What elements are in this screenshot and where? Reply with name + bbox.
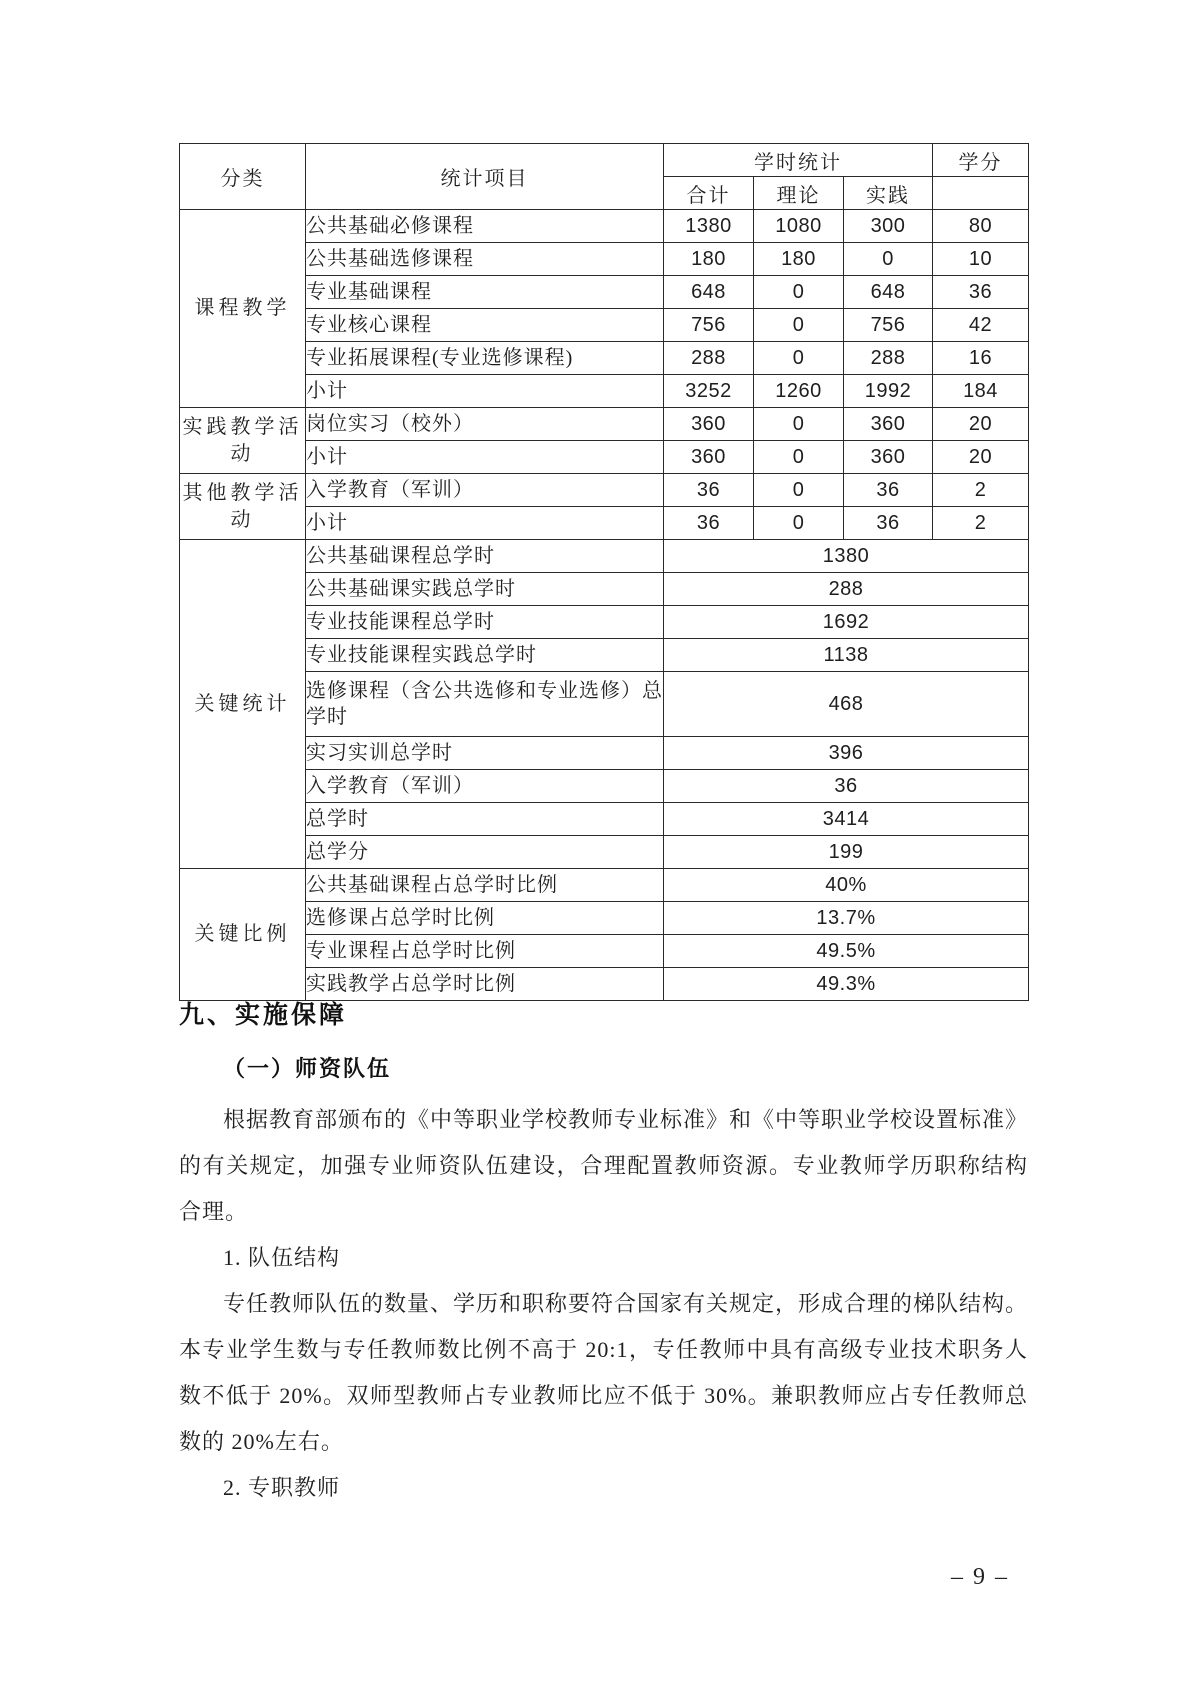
header-practice: 实践	[844, 177, 933, 210]
value-cell: 36	[664, 770, 1029, 803]
value-cell: 1380	[664, 540, 1029, 573]
table-row	[180, 737, 1029, 770]
header-category: 分类	[180, 144, 306, 210]
item-cell: 专业基础课程	[306, 276, 664, 309]
item-cell: 公共基础课程占总学时比例	[306, 869, 664, 902]
credits-cell: 10	[933, 243, 1029, 276]
item-cell: 小计	[306, 375, 664, 408]
total-cell: 288	[664, 342, 754, 375]
item-cell: 公共基础必修课程	[306, 210, 664, 243]
theory-cell: 0	[754, 408, 844, 441]
practice-cell: 360	[844, 408, 933, 441]
value-cell: 199	[664, 836, 1029, 869]
total-cell: 180	[664, 243, 754, 276]
total-cell: 648	[664, 276, 754, 309]
practice-cell: 36	[844, 507, 933, 540]
table-row	[180, 606, 1029, 639]
table-row	[180, 573, 1029, 606]
theory-cell: 0	[754, 342, 844, 375]
theory-cell: 0	[754, 309, 844, 342]
item-cell: 实践教学占总学时比例	[306, 968, 664, 1001]
value-cell: 49.3%	[664, 968, 1029, 1001]
table-row	[180, 243, 1029, 276]
table-row	[180, 639, 1029, 672]
item-cell: 总学时	[306, 803, 664, 836]
item-cell: 选修课程（含公共选修和专业选修）总学时	[306, 672, 664, 737]
table-row	[180, 375, 1029, 408]
section-heading: 九、实施保障	[179, 1001, 348, 1029]
value-cell: 3414	[664, 803, 1029, 836]
header-total: 合计	[664, 177, 754, 210]
total-cell: 360	[664, 441, 754, 474]
header-credits-empty	[933, 177, 1029, 210]
total-cell: 360	[664, 408, 754, 441]
item-cell: 公共基础选修课程	[306, 243, 664, 276]
credits-cell: 80	[933, 210, 1029, 243]
practice-cell: 756	[844, 309, 933, 342]
table-row	[180, 540, 1029, 573]
value-cell: 40%	[664, 869, 1029, 902]
total-cell: 756	[664, 309, 754, 342]
table-row	[180, 803, 1029, 836]
theory-cell: 0	[754, 474, 844, 507]
value-cell: 13.7%	[664, 902, 1029, 935]
item-cell: 岗位实习（校外）	[306, 408, 664, 441]
category-cell: 实践教学活动	[180, 408, 306, 474]
practice-cell: 648	[844, 276, 933, 309]
table-row	[180, 441, 1029, 474]
text-content	[179, 980, 1028, 1511]
table-row	[180, 902, 1029, 935]
header-hours-group: 学时统计	[664, 144, 933, 177]
item-cell: 小计	[306, 507, 664, 540]
table-row	[180, 507, 1029, 540]
theory-cell: 180	[754, 243, 844, 276]
statistics-table-body	[180, 210, 1029, 1001]
item-cell: 总学分	[306, 836, 664, 869]
table-header-row-1	[180, 144, 1029, 177]
item-cell: 实习实训总学时	[306, 737, 664, 770]
total-cell: 36	[664, 474, 754, 507]
item-cell: 小计	[306, 441, 664, 474]
sub-heading: （一）师资队伍	[223, 1056, 392, 1081]
practice-cell: 360	[844, 441, 933, 474]
total-cell: 3252	[664, 375, 754, 408]
item-cell: 专业技能课程总学时	[306, 606, 664, 639]
credits-cell: 2	[933, 507, 1029, 540]
paragraph-2: 专任教师队伍的数量、学历和职称要符合国家有关规定，形成合理的梯队结构。本专业学生数与专任教师数比例不高于 20:1，专任教师中具有高级专业技术职务人数不低于 20%。双师型教师占专业教师比应不低于 30%。兼职教师应占专任教师总数的 20%左右。	[179, 1291, 1029, 1454]
credits-cell: 2	[933, 474, 1029, 507]
category-cell: 课程教学	[180, 210, 306, 408]
table-row	[180, 408, 1029, 441]
value-cell: 1138	[664, 639, 1029, 672]
theory-cell: 1080	[754, 210, 844, 243]
category-cell: 关键比例	[180, 869, 306, 1001]
table-row	[180, 276, 1029, 309]
table-row	[180, 869, 1029, 902]
theory-cell: 0	[754, 507, 844, 540]
list-item-1: 1. 队伍结构	[223, 1245, 341, 1270]
item-cell: 入学教育（军训）	[306, 474, 664, 507]
credits-cell: 42	[933, 309, 1029, 342]
value-cell: 288	[664, 573, 1029, 606]
credits-cell: 16	[933, 342, 1029, 375]
table-row	[180, 770, 1029, 803]
theory-cell: 1260	[754, 375, 844, 408]
category-cell: 其他教学活动	[180, 474, 306, 540]
value-cell: 396	[664, 737, 1029, 770]
item-cell: 专业技能课程实践总学时	[306, 639, 664, 672]
table-row	[180, 935, 1029, 968]
item-cell: 专业拓展课程(专业选修课程)	[306, 342, 664, 375]
total-cell: 36	[664, 507, 754, 540]
practice-cell: 1992	[844, 375, 933, 408]
header-item: 统计项目	[306, 144, 664, 210]
category-cell: 关键统计	[180, 540, 306, 869]
credits-cell: 20	[933, 408, 1029, 441]
table-row	[180, 672, 1029, 737]
total-cell: 1380	[664, 210, 754, 243]
item-cell: 入学教育（军训）	[306, 770, 664, 803]
header-theory: 理论	[754, 177, 844, 210]
item-cell: 公共基础课实践总学时	[306, 573, 664, 606]
item-cell: 专业课程占总学时比例	[306, 935, 664, 968]
table-row	[180, 474, 1029, 507]
table-row	[180, 210, 1029, 243]
credits-cell: 184	[933, 375, 1029, 408]
credits-cell: 20	[933, 441, 1029, 474]
value-cell: 1692	[664, 606, 1029, 639]
practice-cell: 0	[844, 243, 933, 276]
credits-cell: 36	[933, 276, 1029, 309]
theory-cell: 0	[754, 441, 844, 474]
value-cell: 49.5%	[664, 935, 1029, 968]
item-cell: 选修课占总学时比例	[306, 902, 664, 935]
statistics-table	[179, 143, 1029, 1001]
table-row	[180, 836, 1029, 869]
page-number: – 9 –	[951, 1564, 1009, 1590]
statistics-table-wrap	[179, 143, 1029, 1001]
practice-cell: 300	[844, 210, 933, 243]
value-cell: 468	[664, 672, 1029, 737]
paragraph-1: 根据教育部颁布的《中等职业学校教师专业标准》和《中等职业学校设置标准》的有关规定，加强专业师资队伍建设，合理配置教师资源。专业教师学历职称结构合理。	[179, 1107, 1029, 1224]
practice-cell: 36	[844, 474, 933, 507]
table-row	[180, 309, 1029, 342]
item-cell: 专业核心课程	[306, 309, 664, 342]
theory-cell: 0	[754, 276, 844, 309]
header-credits: 学分	[933, 144, 1029, 177]
item-cell: 公共基础课程总学时	[306, 540, 664, 573]
table-row	[180, 342, 1029, 375]
practice-cell: 288	[844, 342, 933, 375]
list-item-2: 2. 专职教师	[223, 1475, 341, 1500]
